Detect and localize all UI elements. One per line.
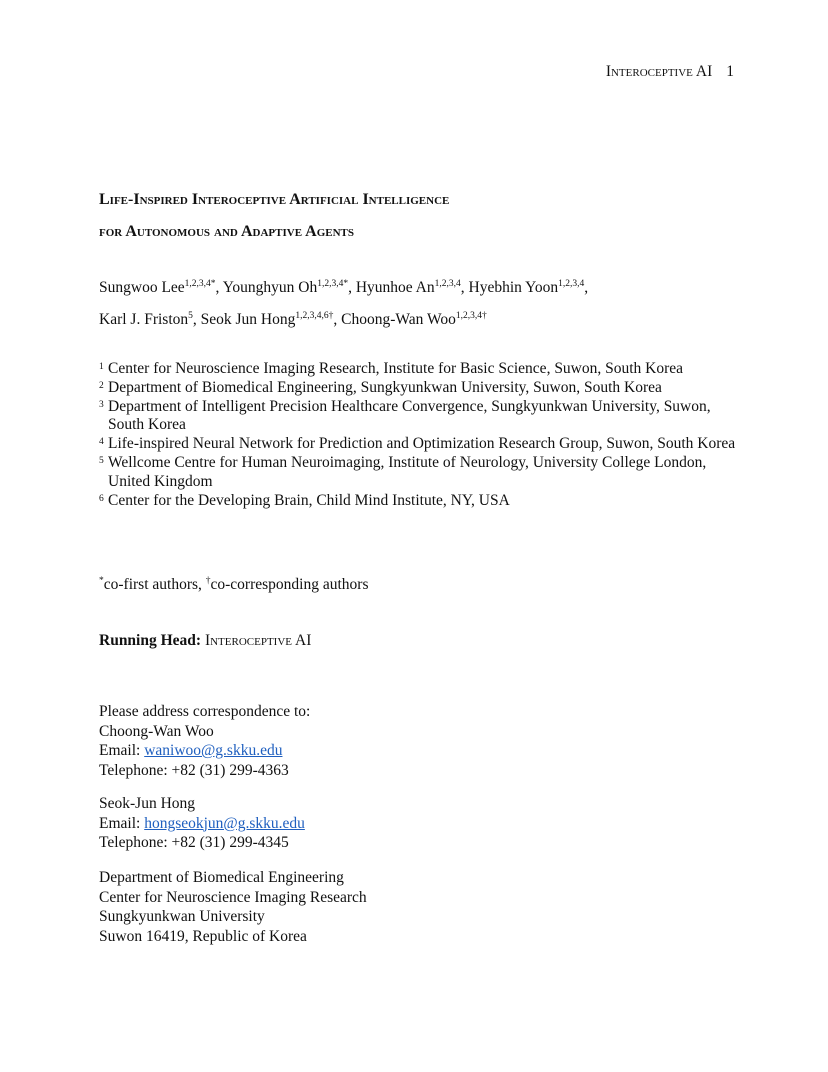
- running-head-value: Interoceptive AI: [204, 632, 312, 649]
- affiliation-number: 2: [99, 380, 104, 391]
- contact-phone: Telephone: +82 (31) 299-4363: [99, 761, 289, 779]
- affiliation-number: 6: [99, 493, 104, 504]
- author-name: Hyebhin Yoon: [468, 279, 559, 296]
- contact-email-line: [99, 814, 699, 834]
- contact-name: Seok-Jun Hong: [99, 795, 196, 812]
- author-separator: ,: [348, 279, 356, 296]
- author-separator: ,: [333, 311, 342, 328]
- correspondence-block-1: [99, 702, 699, 780]
- author-line-1: [99, 276, 759, 300]
- affiliation-text: Department of Biomedical Engineering, Sungkyunkwan University, Suwon, South Korea: [108, 378, 662, 396]
- author-separator: ,: [215, 279, 223, 296]
- contact-email-line: [99, 741, 699, 761]
- affiliation-list: [99, 360, 739, 510]
- affiliation-item: [99, 454, 739, 492]
- affiliation-item: [99, 398, 739, 436]
- email-link[interactable]: waniwoo@g.skku.edu: [144, 742, 283, 760]
- author-affiliation-marks: 1,2,3,4†: [455, 311, 487, 321]
- affiliation-number: 3: [99, 399, 104, 410]
- affiliation-number: 1: [99, 362, 104, 372]
- postal-address: [99, 868, 699, 946]
- running-head: [606, 63, 734, 81]
- affiliation-item: [99, 360, 739, 379]
- cocorresponding-note: co-corresponding authors: [210, 576, 369, 593]
- affiliation-text: Department of Intelligent Precision Healthcare Convergence, Sungkyunkwan University, Suwon, South Korea: [108, 397, 711, 434]
- affiliation-text: Center for Neuroscience Imaging Research, Institute for Basic Science, Suwon, South Korea: [108, 360, 684, 377]
- title-line-1: Life-Inspired Interoceptive Artificial Intelligence: [99, 191, 450, 208]
- running-head-label: Running Head:: [99, 632, 202, 649]
- affiliation-text: Wellcome Centre for Human Neuroimaging, Institute of Neurology, University College London, United Kingdom: [108, 453, 707, 490]
- author-affiliation-marks: 1,2,3,4: [434, 279, 461, 289]
- author-line-2: [99, 308, 759, 332]
- author-affiliation-marks: 1,2,3,4*: [184, 279, 216, 289]
- author-affiliation-marks: 1,2,3,4*: [317, 279, 349, 289]
- address-line: Center for Neuroscience Imaging Research: [99, 888, 367, 906]
- author-separator: ,: [192, 311, 201, 328]
- address-line: Sungkyunkwan University: [99, 908, 265, 926]
- author-name: Karl J. Friston: [99, 311, 189, 328]
- affiliation-item: [99, 492, 739, 511]
- page-number: 1: [726, 63, 734, 80]
- cofirst-mark: *: [99, 576, 104, 586]
- cofirst-note: co-first authors,: [103, 576, 206, 593]
- running-head-title: Interoceptive AI: [605, 63, 713, 80]
- author-separator: ,: [460, 279, 469, 296]
- affiliation-item: [99, 435, 739, 454]
- affiliation-item: [99, 379, 739, 398]
- email-label: Email:: [99, 742, 145, 760]
- cocorresponding-mark: †: [205, 576, 211, 586]
- author-name: Hyunhoe An: [355, 279, 435, 296]
- running-head-line: [99, 632, 311, 650]
- author-list: [99, 276, 759, 332]
- affiliation-number: 4: [99, 437, 104, 448]
- address-line: Department of Biomedical Engineering: [99, 869, 344, 886]
- author-name: Seok Jun Hong: [200, 311, 296, 328]
- correspondence-intro: Please address correspondence to:: [99, 703, 311, 720]
- contact-name: Choong-Wan Woo: [99, 722, 214, 740]
- author-separator: ,: [584, 279, 589, 296]
- correspondence-block-2: [99, 794, 699, 853]
- contact-phone: Telephone: +82 (31) 299-4345: [99, 834, 289, 852]
- author-name: Choong-Wan Woo: [341, 311, 456, 328]
- address-line: Suwon 16419, Republic of Korea: [99, 927, 307, 945]
- author-name: Sungwoo Lee: [99, 279, 185, 296]
- author-affiliation-marks: 1,2,3,4,6†: [295, 311, 334, 321]
- paper-title: [99, 184, 739, 248]
- affiliation-number: 5: [99, 455, 104, 466]
- email-link[interactable]: hongseokjun@g.skku.edu: [144, 814, 305, 832]
- author-affiliation-marks: 1,2,3,4: [558, 279, 585, 289]
- email-label: Email:: [99, 814, 145, 832]
- author-name: Younghyun Oh: [222, 279, 318, 296]
- affiliation-text: Center for the Developing Brain, Child Mind Institute, NY, USA: [108, 491, 510, 509]
- author-affiliation-marks: 5: [188, 311, 193, 321]
- affiliation-text: Life-inspired Neural Network for Prediction and Optimization Research Group, Suwon, South Korea: [108, 435, 736, 453]
- author-notes: [99, 576, 368, 594]
- title-line-2: for Autonomous and Adaptive Agents: [99, 223, 355, 240]
